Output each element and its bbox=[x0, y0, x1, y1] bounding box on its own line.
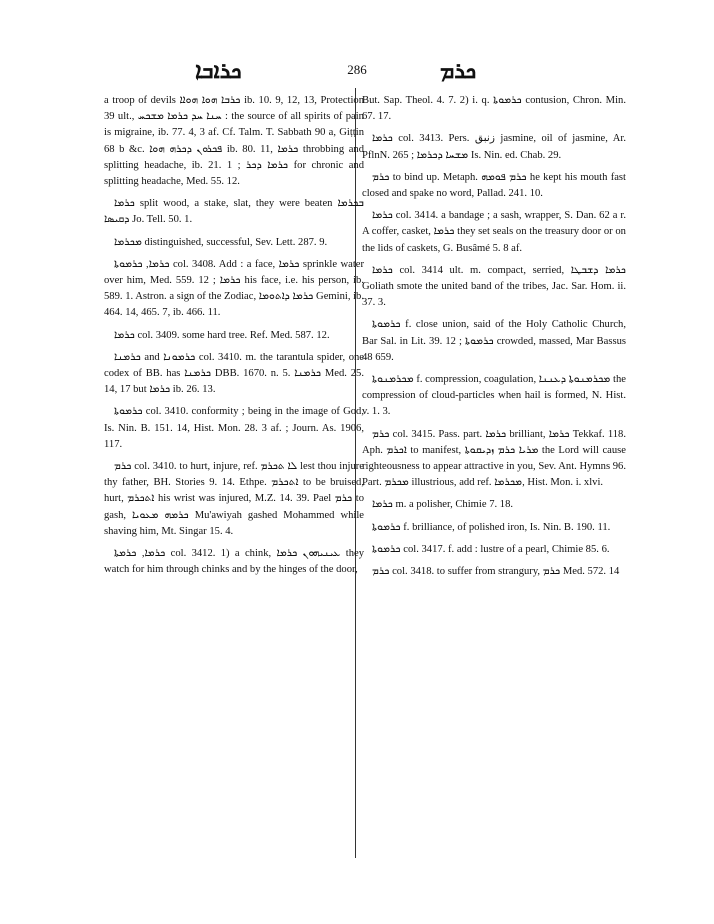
entry: ܟܪܡܐ col. 3414 ult. m. compact, serried, ܟܪܡܐ ܕܫܒܛܐ Goliath smote the united band of the tribes, Jac. Sar. Hom. ii. 37. 3. bbox=[362, 264, 626, 309]
entry: ܡܟܪܡܢܘܬܐ f. compression, coagulation, ܡܟܪܡܢܘܬܐ ܕܥܢܢܐ the compression of cloud-particles when hail is formed, N. Hist. v. 1. 3. bbox=[362, 374, 626, 418]
entry: ܟܪܡܐ, ܟܪܡܘܬܐ col. 3408. Add : a face, ܟܪܡܐ sprinkle water over him, Med. 559. 12 ; ܟܪܡܐ his face, i.e. his person, ib. 589. 1. Astron. a sign of the Zodiac, ܟܪܡܐ ܕܐܬܘܡܐ Gemini, ib. 464. 14, 465. 7, ib. 466. 11. bbox=[104, 258, 365, 319]
entry: But. Sap. Theol. 4. 7. 2) i. q. ܟܪܡܘܬܐ contusion, Chron. Min. 67. 17. bbox=[362, 95, 626, 123]
entry: ܟܪܡܐ col. 3409. some hard tree. Ref. Med. 587. 12. bbox=[114, 329, 330, 341]
entry: ܟܪܡܐ split wood, a stake, slat, they were beaten ܒܟܪܡܐ ܕܩܝܣܐ Jo. Tell. 50. 1. bbox=[104, 198, 364, 226]
running-head-right: ܟܪܡ bbox=[440, 58, 477, 83]
entry: a troop of devils ܟܪܒܐ ܗܘܐ ܗܘܐܐ ib. 10. 9, 12, 13, Protection 39 ult., ܚܢܐ ܚܕ ܟܪܡܐ ܡܫܟܚ : the source of all spirits of pain is migraine, ib. 77. 4, 3 af. Cf. Talm. T. Sabbath 90 a, Giṭṭin 68 b &c. ܦܟܪܘܢ ܕܟܪܗ ܗܘܐ ib. 80. 11, ܟܪܡܐ throbbing and splitting headache, ib. 21. 1 ; ܟܪܡܐ ܕܟܪ for chronic and splitting headache, Med. 55. 12. bbox=[104, 95, 365, 188]
entry: ܟܪܡܐ m. a polisher, Chimie 7. 18. bbox=[372, 499, 514, 511]
left-column bbox=[104, 93, 364, 584]
entry: ܟܪܡܐ, ܟܪܡܬܐ col. 3412. 1) a chink, ܥܝܢܝܗܘܢ ܟܪܡܐ they watch for him through chinks and by the hinges of the door, bbox=[104, 548, 365, 576]
entry: ܟܪܡ col. 3418. to suffer from strangury, ܟܪܡ Med. 572. 14 bbox=[372, 566, 620, 578]
entry: ܟܪܡܘܬܐ col. 3417. f. add : lustre of a pearl, Chimie 85. 6. bbox=[372, 543, 610, 555]
entry: ܟܪܡܘܬܐ f. close union, said of the Holy Catholic Church, Bar Sal. in Lit. 39. 12 ; ܟܪܡܘܬܐ crowded, massed, Mar Bassus 48 659. bbox=[362, 319, 626, 363]
entry: ܟܪܡܢܐ and ܟܪܡܘܢܐ col. 3410. m. the tarantula spider, one codex of BB. has ܟܪܡܢܐ DBB. 1670. n. 5. ܟܪܡܢܐ Med. 25. 14, 17 but ܟܪܡܐ ib. 26. 13. bbox=[104, 351, 365, 396]
entry: ܟܪܡܐ col. 3413. Pers. زنبق jasmine, oil of jasmine, Ar. PflnN. 265 ; ܡܫܚܐ ܕܟܪܡܐ Is. Nin. ed. Chab. 29. bbox=[362, 133, 626, 161]
right-column bbox=[362, 93, 626, 586]
entry: ܟܪܡܘܬܐ col. 3410. conformity ; being in the image of God, Is. Nin. B. 151. 14, Hist. Mon. 28. 3 af. ; Journ. As. 1906, 117. bbox=[104, 406, 364, 450]
page-number: 286 bbox=[347, 62, 367, 77]
entry: ܟܪܡܐ col. 3414. a bandage ; a sash, wrapper, S. Dan. 62 a r. A coffer, casket, ܟܪܡܐ they set seals on the treasury door or on the lids of caskets, G. Busâmé 5. 8 af. bbox=[362, 210, 626, 254]
entry: ܟܪܡ to bind up. Metaph. ܟܪܡ ܦܘܡܗ he kept his mouth fast closed and spake no word, Pallad. 241. 10. bbox=[362, 171, 626, 200]
entry: ܟܪܡܘܬܐ f. brilliance, of polished iron, Is. Nin. B. 190. 11. bbox=[372, 521, 611, 533]
entry: ܡܟܪܡܐ distinguished, successful, Sev. Lett. 287. 9. bbox=[114, 236, 328, 248]
running-head-left: ܟܪܐܒܐ bbox=[195, 58, 242, 83]
entry: ܟܪܡ col. 3410. to hurt, injure, ref. ܠܐ ܬܟܪܡ lest thou injure thy father, BH. Stories 9. 14. Ethpe. ܐܬܟܪܡ to be bruised, hurt, ܐܬܟܪܡ his wrist was injured, M.Z. 14. 39. Pael ܟܪܡ to gash, ܟܪܡܗ ܡܥܘܝܐ Mu'awiyah gashed Mohammed while shaving him, Mt. Singar 15. 4. bbox=[104, 461, 364, 537]
page-header bbox=[0, 52, 714, 92]
entry: ܟܪܡ col. 3415. Pass. part. ܟܪܡܐ brilliant, ܟܪܡܐ Tekkaf. 118. Aph. ܐܟܪܡ to manifest, ܡܪܝܐ ܟܪܡ ܙܕܝܩܘܬܐ the Lord will cause righteousness to appear attractive in you, Sev. Ant. Hymns 96. Part. ܡܟܪܡ illustrious, add ref. ܡܟܪܡܐ, Hist. Mon. i. xlvi. bbox=[362, 428, 627, 489]
